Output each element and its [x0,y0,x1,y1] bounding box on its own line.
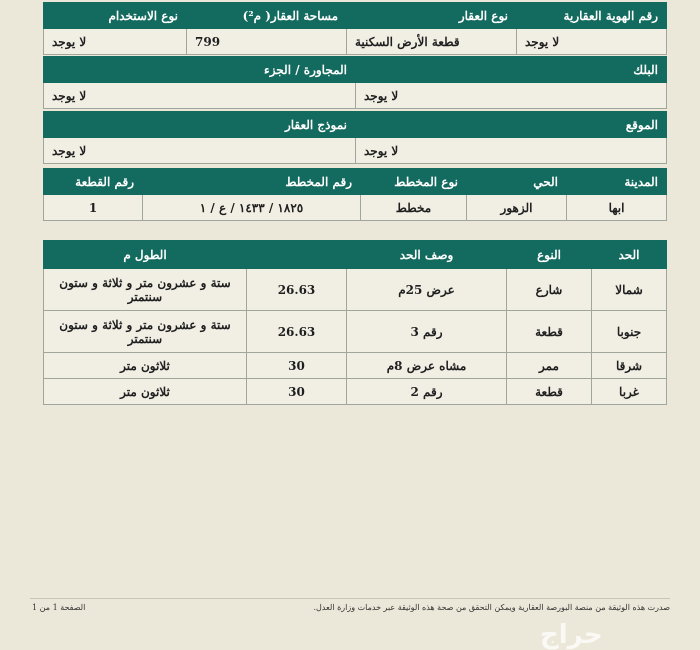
boundary-length: ستة و عشرون متر و ثلاثة و ستون سنتمتر [44,269,247,311]
header-plan-number: رقم المخطط [143,169,361,195]
value-plan-number: ١٨٢٥ / ١٤٣٣ / ع / ١ [143,195,361,221]
header-property-area: مساحة العقار( م²) [187,3,347,29]
boundary-type: ممر [507,353,592,379]
property-info-table [43,2,667,55]
value-location: لا يوجد [356,138,667,164]
table-row [44,311,667,353]
block-table [43,56,667,109]
footer-divider [30,598,670,599]
value-property-type: قطعة الأرض السكنية [347,29,517,55]
table-row [44,379,667,405]
header-property-id: رقم الهوية العقارية [517,3,667,29]
boundary-number: 30 [247,353,347,379]
header-district: الحي [467,169,567,195]
boundary-side: غربا [592,379,667,405]
header-city: المدينة [567,169,667,195]
header-number [247,241,347,269]
header-length: الطول م [44,241,247,269]
footer-note: صدرت هذه الوثيقة من منصة البورصة العقارية ويمكن التحقق من صحة هذه الوثيقة عبر خدمات وزارة العدل. [313,603,670,612]
value-usage-type: لا يوجد [44,29,187,55]
boundary-desc: رقم 3 [347,311,507,353]
header-type: النوع [507,241,592,269]
boundary-desc: مشاه عرض 8م [347,353,507,379]
boundary-type: شارع [507,269,592,311]
boundary-length: ثلاثون متر [44,353,247,379]
value-district: الزهور [467,195,567,221]
value-plan-type: مخطط [361,195,467,221]
table-row [44,353,667,379]
header-block: البلك [356,57,667,83]
table-row [44,269,667,311]
value-property-id: لا يوجد [517,29,667,55]
value-block: لا يوجد [356,83,667,109]
header-plan-type: نوع المخطط [361,169,467,195]
boundary-side: شمالا [592,269,667,311]
boundary-desc: رقم 2 [347,379,507,405]
boundary-desc: عرض 25م [347,269,507,311]
header-location: الموقع [356,112,667,138]
header-usage-type: نوع الاستخدام [44,3,187,29]
value-property-model: لا يوجد [44,138,356,164]
header-neighborhood-part: المجاورة / الجزء [44,57,356,83]
location-table [43,111,667,164]
city-plan-table [43,168,667,221]
boundary-side: شرقا [592,353,667,379]
value-plot-number: 1 [44,195,143,221]
boundary-length: ثلاثون متر [44,379,247,405]
header-property-type: نوع العقار [347,3,517,29]
boundary-length: ستة و عشرون متر و ثلاثة و ستون سنتمتر [44,311,247,353]
value-neighborhood-part: لا يوجد [44,83,356,109]
boundary-number: 30 [247,379,347,405]
value-city: ابها [567,195,667,221]
boundary-number: 26.63 [247,311,347,353]
page-number: الصفحة 1 من 1 [32,603,86,612]
header-boundary-desc: وصف الحد [347,241,507,269]
value-property-area: 799 [187,29,347,55]
header-boundary: الحد [592,241,667,269]
boundary-type: قطعة [507,379,592,405]
header-property-model: نموذج العقار [44,112,356,138]
boundary-side: جنوبا [592,311,667,353]
boundaries-table [43,240,667,405]
boundary-number: 26.63 [247,269,347,311]
watermark-logo: حراج [540,620,603,650]
header-plot-number: رقم القطعة [44,169,143,195]
boundary-type: قطعة [507,311,592,353]
